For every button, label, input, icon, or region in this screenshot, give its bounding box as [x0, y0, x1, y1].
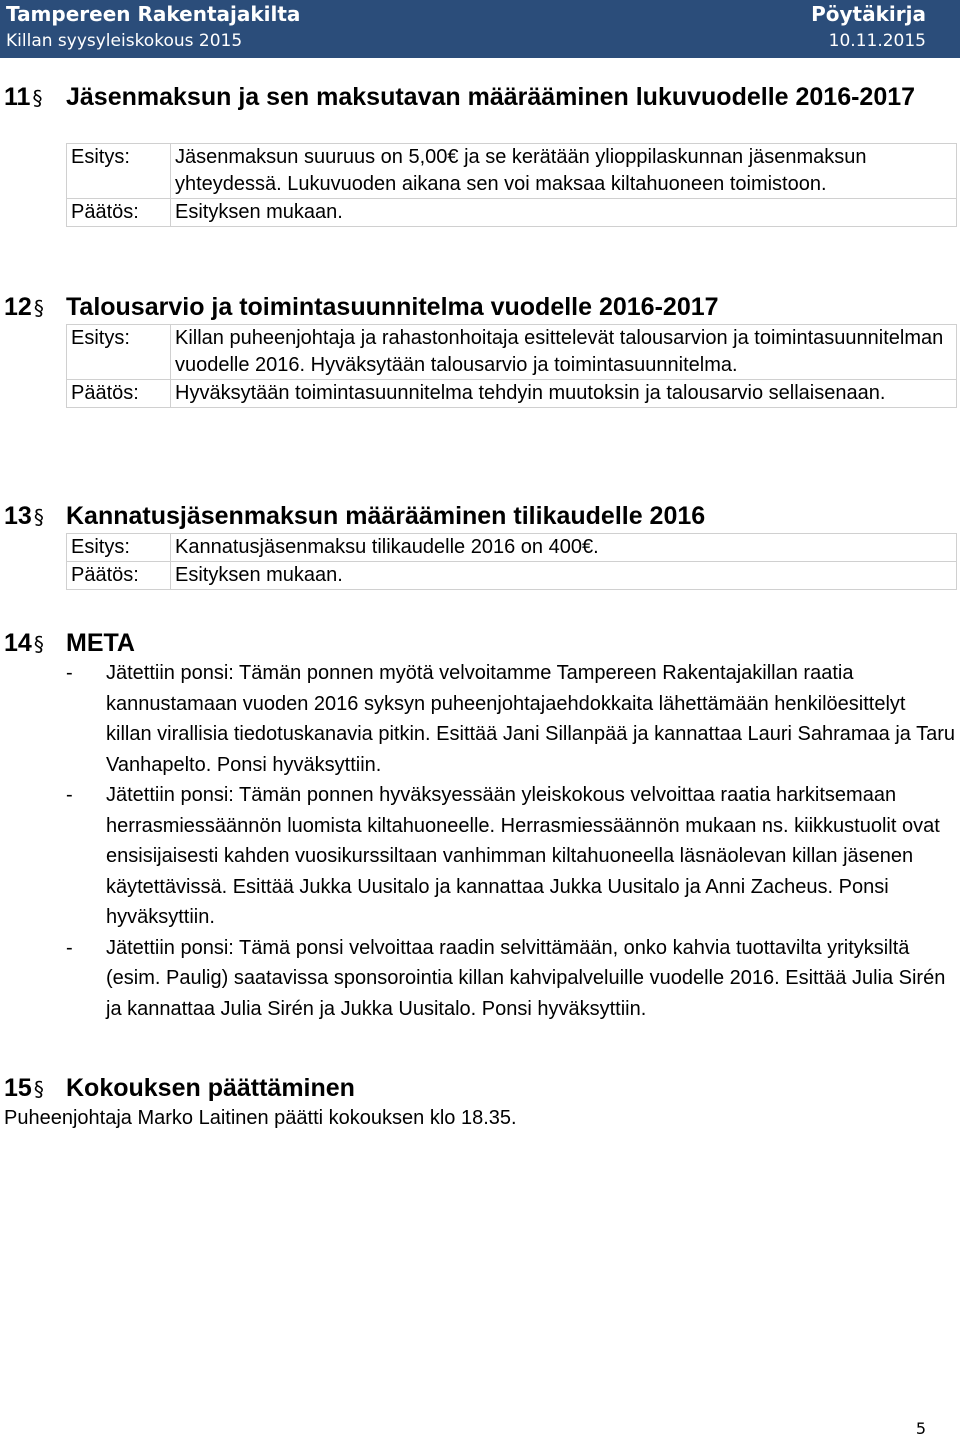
motion-table-11: [66, 143, 957, 227]
section-14: [4, 628, 960, 660]
motion-list: [66, 658, 956, 1024]
list-item: [66, 933, 956, 1025]
section-heading: [4, 1073, 960, 1105]
section-number: 11: [4, 83, 31, 111]
section-heading: [4, 292, 960, 324]
page-number: 5: [915, 1419, 926, 1438]
section-number: 15: [4, 1074, 32, 1102]
section-title: Jäsenmaksun ja sen maksutavan määrääminen lukuvuodelle 2016-2017: [66, 83, 916, 111]
decision-text: Hyväksytään toimintasuunnitelma tehdyin muutoksin ja talousarvio sellaisenaan.: [171, 380, 957, 408]
motion-table-12: [66, 324, 957, 408]
meeting-name: Killan syysyleiskokous 2015: [6, 31, 243, 51]
section-heading: [4, 501, 960, 533]
section-number: 12: [4, 293, 32, 321]
section-title: Kannatusjäsenmaksun määrääminen tilikaudelle 2016: [66, 502, 706, 530]
section-symbol: §: [32, 86, 43, 110]
section-symbol: §: [33, 505, 44, 529]
section-number: 14: [4, 629, 32, 657]
list-item-text: Jätettiin ponsi: Tämän ponnen myötä velvoitamme Tampereen Rakentajakillan raatia kannustamaan vuoden 2016 syksyn puheenjohtajaehdokkaita lähettämään henkilöesittelyt killan virallisia tiedotuskanavia pitkin. Esittää Jani Sillanpää ja kannattaa Lauri Sahramaa ja Taru Vanhapelto. Ponsi hyväksyttiin.: [106, 662, 956, 776]
page-header: [0, 0, 960, 58]
proposal-row: [67, 144, 957, 199]
decision-text: Esityksen mukaan.: [171, 562, 957, 590]
list-item: [66, 658, 956, 780]
decision-label: Päätös:: [67, 562, 171, 590]
section-symbol: §: [33, 296, 44, 320]
section-11: [4, 82, 960, 114]
proposal-row: [67, 325, 957, 380]
section-heading: [4, 82, 960, 114]
section-13: [4, 501, 960, 533]
section-15: [4, 1073, 960, 1105]
proposal-label: Esitys:: [67, 325, 171, 380]
section-number: 13: [4, 502, 32, 530]
decision-row: [67, 199, 957, 227]
proposal-text: Killan puheenjohtaja ja rahastonhoitaja esittelevät talousarvion ja toimintasuunnitelman vuodelle 2016. Hyväksytään talousarvio ja toimintasuunnitelma.: [171, 325, 957, 380]
list-item: [66, 780, 956, 933]
bullet-marker: -: [66, 662, 73, 684]
section-12: [4, 292, 960, 324]
proposal-text: Jäsenmaksun suuruus on 5,00€ ja se kerätään ylioppilaskunnan jäsenmaksun yhteydessä. Lukuvuoden aikana sen voi maksaa kiltahuoneen toimistoon.: [171, 144, 957, 199]
decision-row: [67, 380, 957, 408]
list-item-text: Jätettiin ponsi: Tämän ponnen hyväksyessään yleiskokous velvoittaa raatia harkitsemaan herrasmiessäännön luomista kiltahuoneelle. Herrasmiessäännön mukaan ns. kiikkustuolit ovat ensisijaisesti kahden vuosikurssiltaan vanhimman kiltahuoneella läsnäolevan killan jäsenen käytettävissä. Esittää Jukka Uusitalo ja kannattaa Jukka Uusitalo ja Anni Zacheus. Ponsi hyväksyttiin.: [106, 784, 940, 928]
document-type: Pöytäkirja: [811, 2, 926, 26]
bullet-marker: -: [66, 784, 73, 806]
section-heading: [4, 628, 960, 660]
decision-label: Päätös:: [67, 380, 171, 408]
proposal-label: Esitys:: [67, 144, 171, 199]
meeting-date: 10.11.2015: [828, 31, 926, 51]
proposal-text: Kannatusjäsenmaksu tilikaudelle 2016 on 400€.: [171, 534, 957, 562]
decision-label: Päätös:: [67, 199, 171, 227]
bullet-marker: -: [66, 936, 73, 959]
list-item-text: Jätettiin ponsi: Tämä ponsi velvoittaa raadin selvittämään, onko kahvia tuottavilta yrityksiltä (esim. Paulig) saatavissa sponsorointia killan kahvipalveluille vuodelle 2016. Esittää Julia Sirén ja kannattaa Julia Sirén ja Jukka Uusitalo. Ponsi hyväksyttiin.: [106, 936, 946, 1020]
section-symbol: §: [33, 632, 44, 656]
organization-name: Tampereen Rakentajakilta: [6, 2, 301, 26]
section-title: Talousarvio ja toimintasuunnitelma vuodelle 2016-2017: [66, 293, 719, 321]
proposal-label: Esitys:: [67, 534, 171, 562]
proposal-row: [67, 534, 957, 562]
decision-row: [67, 562, 957, 590]
section-symbol: §: [33, 1077, 44, 1101]
decision-text: Esityksen mukaan.: [171, 199, 957, 227]
section-title: Kokouksen päättäminen: [66, 1074, 355, 1102]
section-title: META: [66, 629, 135, 657]
closing-text: Puheenjohtaja Marko Laitinen päätti kokouksen klo 18.35.: [4, 1107, 517, 1129]
motion-table-13: [66, 533, 957, 590]
